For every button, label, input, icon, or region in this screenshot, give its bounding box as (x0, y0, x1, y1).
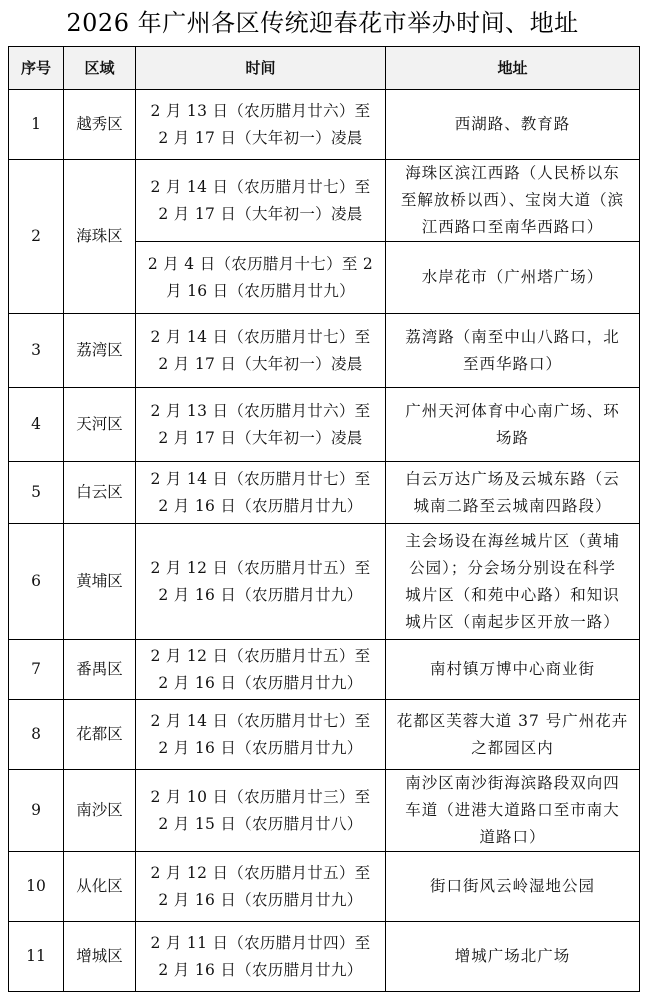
row-address-line: 南村镇万博中心商业街 (429, 660, 595, 678)
row-time-line: 2 月 13 日（农历腊月廿六）至 (150, 401, 371, 420)
table-row (9, 462, 640, 524)
row-time-line: 2 月 17 日（大年初一）凌晨 (158, 128, 363, 147)
flower-market-table (8, 46, 640, 992)
row-time (136, 388, 386, 462)
row-time-line: 2 月 16 日（农历腊月廿九） (158, 738, 363, 757)
row-address (386, 462, 640, 524)
table-row (9, 700, 640, 770)
row-time-line: 2 月 16 日（农历腊月廿九） (158, 673, 363, 692)
row-time-line: 2 月 16 日（农历腊月廿九） (158, 960, 363, 979)
row-time (136, 524, 386, 640)
row-address-line: 城南二路至云城南四路段） (413, 496, 612, 515)
row-number: 4 (9, 388, 64, 462)
row-time-line: 2 月 12 日（农历腊月廿五）至 (150, 863, 371, 882)
table-header-row (9, 47, 640, 90)
row-district: 增城区 (64, 922, 136, 992)
table-row (9, 314, 640, 388)
row-number: 1 (9, 90, 64, 160)
row-address (386, 388, 640, 462)
row-address-line: 道路口） (479, 828, 546, 846)
row-time (136, 462, 386, 524)
table-row (9, 388, 640, 462)
row-address (386, 640, 640, 700)
table-row (9, 922, 640, 992)
table-row (9, 160, 640, 242)
row-address (386, 524, 640, 640)
row-time (136, 770, 386, 852)
row-address (386, 242, 640, 314)
table-body (9, 90, 640, 992)
row-address-line: 城片区（和苑中心路）和知识 (405, 585, 620, 604)
row-time-line: 2 月 15 日（农历腊月廿八） (158, 814, 363, 833)
table-row (9, 640, 640, 700)
row-address-line: 海珠区滨江西路（人民桥以东 (405, 164, 620, 182)
row-number: 10 (9, 852, 64, 922)
row-number: 3 (9, 314, 64, 388)
row-address (386, 90, 640, 160)
row-address-line: 之都园区内 (471, 738, 554, 757)
row-time-line: 2 月 12 日（农历腊月廿五）至 (150, 646, 371, 665)
table-row (9, 770, 640, 852)
row-address-line: 南沙区南沙街海滨路段双向四 (405, 774, 620, 792)
row-time (136, 160, 386, 242)
row-time-line: 2 月 4 日（农历腊月十七）至 2 (147, 254, 374, 273)
row-address-line: 白云万达广场及云城东路（云 (405, 469, 620, 488)
header-no: 序号 (9, 47, 64, 90)
row-address-line: 车道（进港大道路口至市南大 (405, 801, 620, 819)
row-time-line: 2 月 17 日（大年初一）凌晨 (158, 428, 363, 447)
row-address-line: 花都区芙蓉大道 37 号广州花卉 (396, 711, 629, 730)
row-address (386, 852, 640, 922)
header-time: 时间 (136, 47, 386, 90)
row-time (136, 314, 386, 388)
table-row (9, 524, 640, 640)
table-row (9, 852, 640, 922)
row-time-line: 2 月 13 日（农历腊月廿六）至 (150, 101, 371, 120)
row-number: 2 (9, 160, 64, 314)
row-district: 番禺区 (64, 640, 136, 700)
row-number: 9 (9, 770, 64, 852)
row-address-line: 场路 (495, 428, 529, 447)
row-district: 荔湾区 (64, 314, 136, 388)
row-number: 7 (9, 640, 64, 700)
row-time-line: 月 16 日（农历腊月廿九） (166, 281, 355, 300)
row-district: 花都区 (64, 700, 136, 770)
header-address: 地址 (386, 47, 640, 90)
row-number: 11 (9, 922, 64, 992)
row-time-line: 2 月 16 日（农历腊月廿九） (158, 890, 363, 909)
row-address-line: 荔湾路（南至中山八路口，北 (405, 327, 620, 346)
row-district: 越秀区 (64, 90, 136, 160)
row-district: 从化区 (64, 852, 136, 922)
table-row (9, 90, 640, 160)
row-address-line: 增城广场北广场 (454, 947, 571, 965)
row-time-line: 2 月 14 日（农历腊月廿七）至 (150, 469, 371, 488)
row-time (136, 640, 386, 700)
row-address-line: 主会场设在海丝城片区（黄埔 (405, 531, 620, 550)
row-number: 8 (9, 700, 64, 770)
row-time-line: 2 月 16 日（农历腊月廿九） (158, 585, 363, 604)
header-district: 区域 (64, 47, 136, 90)
row-district: 黄埔区 (64, 524, 136, 640)
row-address-line: 西湖路、教育路 (454, 115, 571, 133)
row-address-line: 至解放桥以西）、宝岗大道（滨 (400, 191, 625, 209)
row-district: 南沙区 (64, 770, 136, 852)
row-address-line: 广州天河体育中心南广场、环 (405, 401, 620, 420)
row-time-line: 2 月 14 日（农历腊月廿七）至 (150, 177, 371, 196)
row-address (386, 160, 640, 242)
row-district: 海珠区 (64, 160, 136, 314)
row-address (386, 770, 640, 852)
row-address-line: 城片区（南起步区开放一路） (405, 612, 620, 631)
row-time (136, 700, 386, 770)
row-time-line: 2 月 14 日（农历腊月廿七）至 (150, 711, 371, 730)
row-district: 天河区 (64, 388, 136, 462)
document-title: 2026 年广州各区传统迎春花市举办时间、地址 (66, 9, 579, 37)
row-time (136, 90, 386, 160)
row-district: 白云区 (64, 462, 136, 524)
row-time (136, 852, 386, 922)
row-address-line: 水岸花市（广州塔广场） (421, 268, 604, 286)
row-address (386, 922, 640, 992)
row-address-line: 江西路口至南华西路口） (421, 218, 604, 236)
row-address-line: 街口街风云岭湿地公园 (429, 877, 595, 895)
row-time (136, 922, 386, 992)
row-time (136, 242, 386, 314)
row-address-line: 公园）；分会场分别设在科学 (409, 558, 616, 577)
row-time-line: 2 月 17 日（大年初一）凌晨 (158, 354, 363, 373)
row-address (386, 700, 640, 770)
row-time-line: 2 月 12 日（农历腊月廿五）至 (150, 558, 371, 577)
row-time-line: 2 月 10 日（农历腊月廿三）至 (150, 787, 371, 806)
row-time-line: 2 月 11 日（农历腊月廿四）至 (150, 933, 371, 952)
row-number: 6 (9, 524, 64, 640)
row-time-line: 2 月 16 日（农历腊月廿九） (158, 496, 363, 515)
row-address-line: 至西华路口） (462, 354, 562, 373)
row-address (386, 314, 640, 388)
row-time-line: 2 月 17 日（大年初一）凌晨 (158, 204, 363, 223)
row-time-line: 2 月 14 日（农历腊月廿七）至 (150, 327, 371, 346)
row-number: 5 (9, 462, 64, 524)
